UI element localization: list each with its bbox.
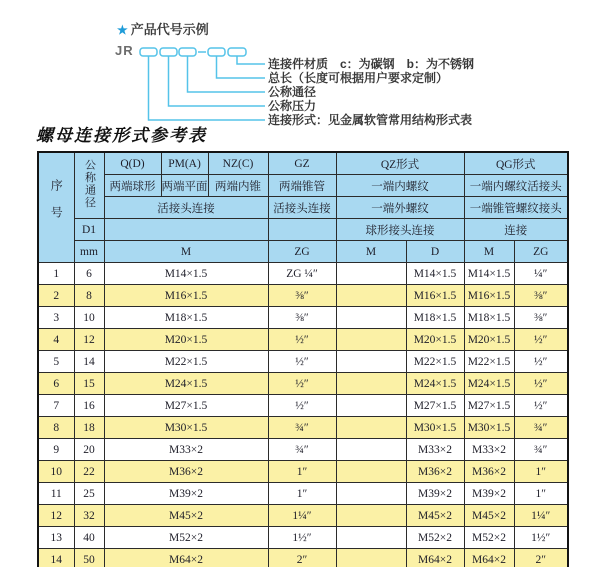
cell-m-thread: M33×2 [104, 439, 268, 461]
cell-seq: 11 [38, 483, 74, 505]
cell-qz-d: M18×1.5 [406, 307, 464, 329]
cell-qg-zg: ½″ [514, 395, 568, 417]
cell-dn-mm: 8 [74, 285, 104, 307]
cell-qz-m [336, 549, 406, 567]
header-m-unit: M [104, 241, 268, 263]
table-row [38, 549, 568, 567]
cell-dn-mm: 6 [74, 263, 104, 285]
leader-line-material [237, 56, 265, 64]
cell-qg-m: M27×1.5 [464, 395, 514, 417]
header-qz-row3: 一端外螺纹 [336, 197, 464, 219]
cell-dn-mm: 20 [74, 439, 104, 461]
cell-qz-m [336, 351, 406, 373]
cell-m-thread: M18×1.5 [104, 307, 268, 329]
cell-qz-d: M36×2 [406, 461, 464, 483]
cell-qg-zg: ⅜″ [514, 285, 568, 307]
cell-m-thread: M52×2 [104, 527, 268, 549]
cell-gz-zg: ¾″ [268, 417, 336, 439]
nut-connection-table [37, 151, 569, 567]
cell-gz-zg: ½″ [268, 373, 336, 395]
cell-qz-m [336, 505, 406, 527]
star-icon: ★ [117, 23, 128, 37]
cell-qz-m [336, 439, 406, 461]
cell-seq: 10 [38, 461, 74, 483]
table-row [38, 461, 568, 483]
table-row [38, 483, 568, 505]
header-pm-code: PM(A) [161, 152, 208, 175]
table-row [38, 351, 568, 373]
header-qg-title: QG形式 [464, 152, 568, 175]
cell-seq: 9 [38, 439, 74, 461]
cell-seq: 8 [38, 417, 74, 439]
cell-gz-zg: 2″ [268, 549, 336, 567]
cell-gz-zg: ¾″ [268, 439, 336, 461]
cell-qg-m: M22×1.5 [464, 351, 514, 373]
cell-m-thread: M39×2 [104, 483, 268, 505]
cell-dn-mm: 12 [74, 329, 104, 351]
cell-gz-zg: ½″ [268, 395, 336, 417]
header-seq: 序号 [38, 152, 74, 263]
cell-dn-mm: 10 [74, 307, 104, 329]
cell-seq: 12 [38, 505, 74, 527]
cell-m-thread: M22×1.5 [104, 351, 268, 373]
diagram-heading [117, 19, 209, 38]
cell-qg-zg: 2″ [514, 549, 568, 567]
cell-gz-zg: ZG ¼″ [268, 263, 336, 285]
cell-dn-mm: 16 [74, 395, 104, 417]
cell-seq: 2 [38, 285, 74, 307]
header-pm-desc: 两端平面 [161, 175, 208, 197]
cell-qz-d: M45×2 [406, 505, 464, 527]
cell-m-thread: M24×1.5 [104, 373, 268, 395]
header-qz-m: M [336, 241, 406, 263]
cell-qz-d: M22×1.5 [406, 351, 464, 373]
table-row [38, 417, 568, 439]
cell-qg-m: M24×1.5 [464, 373, 514, 395]
cell-qz-m [336, 417, 406, 439]
cell-gz-zg: 1″ [268, 483, 336, 505]
header-row-1 [38, 152, 568, 175]
cell-qg-zg: 1½″ [514, 527, 568, 549]
header-empty-qpmnz [104, 219, 268, 241]
cell-qg-zg: ¾″ [514, 439, 568, 461]
header-qz-row4: 球形接头连接 [336, 219, 464, 241]
cell-dn-mm: 18 [74, 417, 104, 439]
table-row [38, 263, 568, 285]
code-box-1 [140, 48, 157, 56]
header-qz-title: QZ形式 [336, 152, 464, 175]
header-row-2 [38, 175, 568, 197]
cell-qz-m [336, 461, 406, 483]
cell-qg-m: M39×2 [464, 483, 514, 505]
cell-gz-zg: ½″ [268, 329, 336, 351]
table-row [38, 329, 568, 351]
cell-dn-mm: 22 [74, 461, 104, 483]
leader-line-diameter [188, 56, 266, 92]
product-code-prefix: JR [115, 43, 134, 58]
header-q-desc: 两端球形 [104, 175, 161, 197]
cell-seq: 3 [38, 307, 74, 329]
cell-gz-zg: 1½″ [268, 527, 336, 549]
header-nz-desc: 两端内锥 [208, 175, 268, 197]
cell-qg-zg: ½″ [514, 329, 568, 351]
header-row-4 [38, 219, 568, 241]
diagram-heading-text: 产品代号示例 [130, 22, 209, 37]
diagram-label-diameter: 公称通径 [268, 85, 317, 99]
table-row [38, 285, 568, 307]
cell-qz-m [336, 263, 406, 285]
cell-qg-m: M18×1.5 [464, 307, 514, 329]
cell-dn-mm: 32 [74, 505, 104, 527]
cell-qz-d: M20×1.5 [406, 329, 464, 351]
cell-qg-m: M52×2 [464, 527, 514, 549]
cell-qg-m: M64×2 [464, 549, 514, 567]
cell-m-thread: M27×1.5 [104, 395, 268, 417]
header-dn: 公称通径 [74, 152, 104, 219]
table-row [38, 395, 568, 417]
cell-qg-m: M14×1.5 [464, 263, 514, 285]
cell-qg-m: M16×1.5 [464, 285, 514, 307]
cell-qg-m: M33×2 [464, 439, 514, 461]
header-qg-row4: 连接 [464, 219, 568, 241]
cell-qz-d: M27×1.5 [406, 395, 464, 417]
header-empty-gz [268, 219, 336, 241]
cell-seq: 6 [38, 373, 74, 395]
cell-dn-mm: 25 [74, 483, 104, 505]
cell-m-thread: M20×1.5 [104, 329, 268, 351]
cell-qz-d: M52×2 [406, 527, 464, 549]
cell-dn-mm: 15 [74, 373, 104, 395]
cell-gz-zg: ⅜″ [268, 285, 336, 307]
table-row [38, 527, 568, 549]
header-qg-row2: 一端内螺纹活接头 [464, 175, 568, 197]
code-box-3 [179, 48, 196, 56]
header-gz-code: GZ [268, 152, 336, 175]
header-row-5 [38, 241, 568, 263]
cell-m-thread: M14×1.5 [104, 263, 268, 285]
diagram-label-pressure: 公称压力 [268, 99, 317, 113]
header-qz-d: D [406, 241, 464, 263]
cell-seq: 14 [38, 549, 74, 567]
cell-qz-d: M39×2 [406, 483, 464, 505]
code-box-2 [160, 48, 177, 56]
header-qg-zg: ZG [514, 241, 568, 263]
cell-qz-m [336, 285, 406, 307]
cell-qg-zg: 1¼″ [514, 505, 568, 527]
cell-qz-d: M33×2 [406, 439, 464, 461]
cell-qz-m [336, 527, 406, 549]
cell-seq: 7 [38, 395, 74, 417]
cell-dn-mm: 40 [74, 527, 104, 549]
header-d1: D1 [74, 219, 104, 241]
cell-qg-zg: 1″ [514, 461, 568, 483]
leader-line-length [217, 56, 266, 78]
cell-qz-m [336, 483, 406, 505]
table-row [38, 307, 568, 329]
cell-qz-m [336, 373, 406, 395]
cell-m-thread: M36×2 [104, 461, 268, 483]
cell-seq: 4 [38, 329, 74, 351]
cell-qz-d: M24×1.5 [406, 373, 464, 395]
cell-gz-zg: ⅜″ [268, 307, 336, 329]
cell-qg-zg: ⅜″ [514, 307, 568, 329]
header-mm: mm [74, 241, 104, 263]
header-gz-row3: 活接头连接 [268, 197, 336, 219]
cell-dn-mm: 50 [74, 549, 104, 567]
header-gz-desc: 两端锥管 [268, 175, 336, 197]
cell-qg-m: M30×1.5 [464, 417, 514, 439]
header-q-code: Q(D) [104, 152, 161, 175]
header-qz-row2: 一端内螺纹 [336, 175, 464, 197]
cell-qg-zg: ¼″ [514, 263, 568, 285]
diagram-label-material: 连接件材质 c：为碳钢 b：为不锈钢 [268, 57, 475, 71]
cell-qz-m [336, 395, 406, 417]
cell-seq: 5 [38, 351, 74, 373]
cell-qz-d: M16×1.5 [406, 285, 464, 307]
cell-qz-d: M14×1.5 [406, 263, 464, 285]
cell-qz-m [336, 329, 406, 351]
cell-seq: 13 [38, 527, 74, 549]
cell-m-thread: M64×2 [104, 549, 268, 567]
cell-m-thread: M16×1.5 [104, 285, 268, 307]
code-box-4 [208, 48, 225, 56]
header-zg-unit: ZG [268, 241, 336, 263]
code-box-5 [228, 48, 246, 56]
cell-dn-mm: 14 [74, 351, 104, 373]
header-qg-m: M [464, 241, 514, 263]
header-nz-code: NZ(C) [208, 152, 268, 175]
table-row [38, 505, 568, 527]
cell-gz-zg: 1″ [268, 461, 336, 483]
cell-qg-m: M36×2 [464, 461, 514, 483]
cell-qg-zg: ½″ [514, 373, 568, 395]
cell-m-thread: M45×2 [104, 505, 268, 527]
cell-m-thread: M30×1.5 [104, 417, 268, 439]
cell-gz-zg: 1¼″ [268, 505, 336, 527]
header-qg-row3: 一端锥管螺纹接头 [464, 197, 568, 219]
table-title: 螺母连接形式参考表 [36, 126, 207, 146]
cell-qg-m: M20×1.5 [464, 329, 514, 351]
cell-qg-zg: ½″ [514, 351, 568, 373]
cell-gz-zg: ½″ [268, 351, 336, 373]
header-union-joint: 活接头连接 [104, 197, 268, 219]
cell-qz-d: M30×1.5 [406, 417, 464, 439]
header-row-3 [38, 197, 568, 219]
leader-line-connection [149, 56, 266, 120]
cell-qg-zg: ¾″ [514, 417, 568, 439]
table-row [38, 439, 568, 461]
cell-qg-m: M45×2 [464, 505, 514, 527]
cell-qz-m [336, 307, 406, 329]
diagram-label-length: 总长（长度可根据用户要求定制） [268, 71, 449, 85]
table-row [38, 373, 568, 395]
diagram-label-connection: 连接形式：见金属软管常用结构形式表 [268, 113, 473, 127]
cell-qz-d: M64×2 [406, 549, 464, 567]
cell-seq: 1 [38, 263, 74, 285]
cell-qg-zg: 1″ [514, 483, 568, 505]
